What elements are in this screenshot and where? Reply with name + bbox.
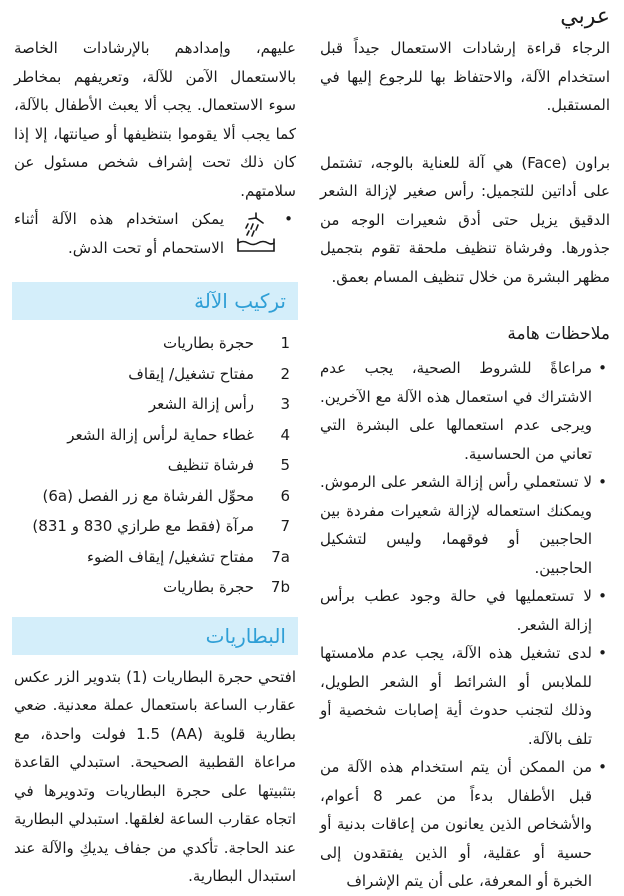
part-label: مفتاح تشغيل/ إيقاف الضوء xyxy=(86,547,254,566)
part-item xyxy=(14,420,296,451)
part-label: رأس إزالة الشعر xyxy=(148,395,254,413)
note-item: • لدى تشغيل هذه الآلة، يجب عدم ملامستها للملابس أو الشرائط أو الشعر الطويل، وذلك لتجنب حدوث أية إصابات شخصية أو تلف بالآلة. xyxy=(320,639,610,753)
part-item xyxy=(14,359,296,390)
part-number: 5 xyxy=(280,456,290,474)
part-item xyxy=(14,481,296,512)
assembly-heading: تركيب الآلة xyxy=(12,282,298,320)
part-label: محوِّل الفرشاة مع زر الفصل (6a) xyxy=(42,486,254,505)
part-number: 7b xyxy=(270,578,290,596)
part-item xyxy=(14,511,296,542)
part-label: حجرة بطاريات xyxy=(162,334,254,352)
note-item: • لا تستعمليها في حالة وجود عطب برأس إزالة الشعر. xyxy=(320,582,610,639)
note-item: • مراعاةً للشروط الصحية، يجب عدم الاشتراك في استعمال هذه الآلة مع الآخرين. ويرجى عدم استعمالها على البشرة التي تعاني من الحساسية. xyxy=(320,354,610,468)
shower-bath-icon xyxy=(234,209,278,255)
part-number: 6 xyxy=(280,486,290,505)
parts-list xyxy=(14,328,296,603)
batteries-heading: البطاريات xyxy=(12,617,298,655)
bath-note xyxy=(14,205,296,262)
part-number: 7 xyxy=(280,517,290,535)
note-continuation: عليهم، وإمدادهم بالإرشادات الخاصة بالاستعمال الآمن للآلة، وتعريفهم بمخاطر سوء الاستعمال. يجب ألا يعبث الأطفال بالآلة، كما يجب ألا يقوموا بتنظيفها أو صيانتها، إلا إذا كان ذلك تحت إشراف شخص مسئول عن سلامتهم. xyxy=(14,39,296,200)
left-column xyxy=(14,34,296,891)
part-item xyxy=(14,450,296,481)
part-number: 4 xyxy=(280,425,290,444)
notes-list xyxy=(320,354,610,896)
part-item xyxy=(14,572,296,603)
part-number: 2 xyxy=(280,364,290,383)
part-item xyxy=(14,328,296,359)
notes-heading: ملاحظات هامة xyxy=(507,324,610,344)
part-number: 3 xyxy=(280,395,290,413)
language-label: عربي xyxy=(560,4,610,29)
note-item: • من الممكن أن يتم استخدام هذه الآلة من قبل الأطفال بدءاً من عمر 8 أعوام، والأشخاص الذين يعانون من إعاقات بدنية أو حسية أو عقلية، أو الذين يفتقدون إلى الخبرة أو المعرفة، على أن يتم الإشراف xyxy=(320,753,610,896)
part-label: حجرة بطاريات xyxy=(162,578,254,596)
part-label: غطاء حماية لرأس إزالة الشعر xyxy=(67,425,254,444)
part-number: 7a xyxy=(271,547,290,566)
intro-paragraph: الرجاء قراءة إرشادات الاستعمال جيداً قبل استخدام الآلة، والاحتفاظ بها للرجوع إليها في المستقبل. xyxy=(320,39,610,114)
product-description: براون (Face) هي آلة للعناية بالوجه، تشتمل على أداتين للتجميل: رأس صغير لإزالة الشعر الدقيق يزيل حتى أدق شعيرات الوجه من جذورها. وفرشاة تنظيف ملحقة تقوم بتجميل مظهر البشرة من خلال تنظيف المسام بعمق. xyxy=(320,153,611,286)
part-number: 1 xyxy=(280,334,290,352)
note-item: • لا تستعملي رأس إزالة الشعر على الرموش. ويمكنك استعماله لإزالة شعيرات مفردة بين الحاجبين أو فوقهما، وليس لتشكيل الحاجبين. xyxy=(320,468,610,582)
part-label: مفتاح تشغيل/ إيقاف xyxy=(128,364,254,383)
bath-note-text: يمكن استخدام هذه الآلة أثناء الاستحمام أو تحت الدش. xyxy=(14,210,224,257)
part-item xyxy=(14,542,296,573)
bullet-dot: • xyxy=(284,210,293,228)
part-label: فرشاة تنظيف xyxy=(167,456,254,474)
batteries-text: افتحي حجرة البطاريات (1) بتدوير الزر عكس عقارب الساعة باستعمال عملة معدنية. ضعي بطارية قلوية (AA) 1.5 فولت واحدة، مع مراعاة القطبية الصحيحة. استبدلي القاعدة بتثبيتها على حجرة البطاريات وتدويرها في اتجاه عقارب الساعة لغلقها. استبدلي البطارية عند الحاجة. تأكدي من جفاف يديكِ والآلة عند استبدال البطارية. xyxy=(14,667,297,885)
part-label: مرآة (فقط مع طرازي 830 و 831) xyxy=(32,517,254,535)
right-column xyxy=(320,34,610,896)
part-item xyxy=(14,389,296,420)
